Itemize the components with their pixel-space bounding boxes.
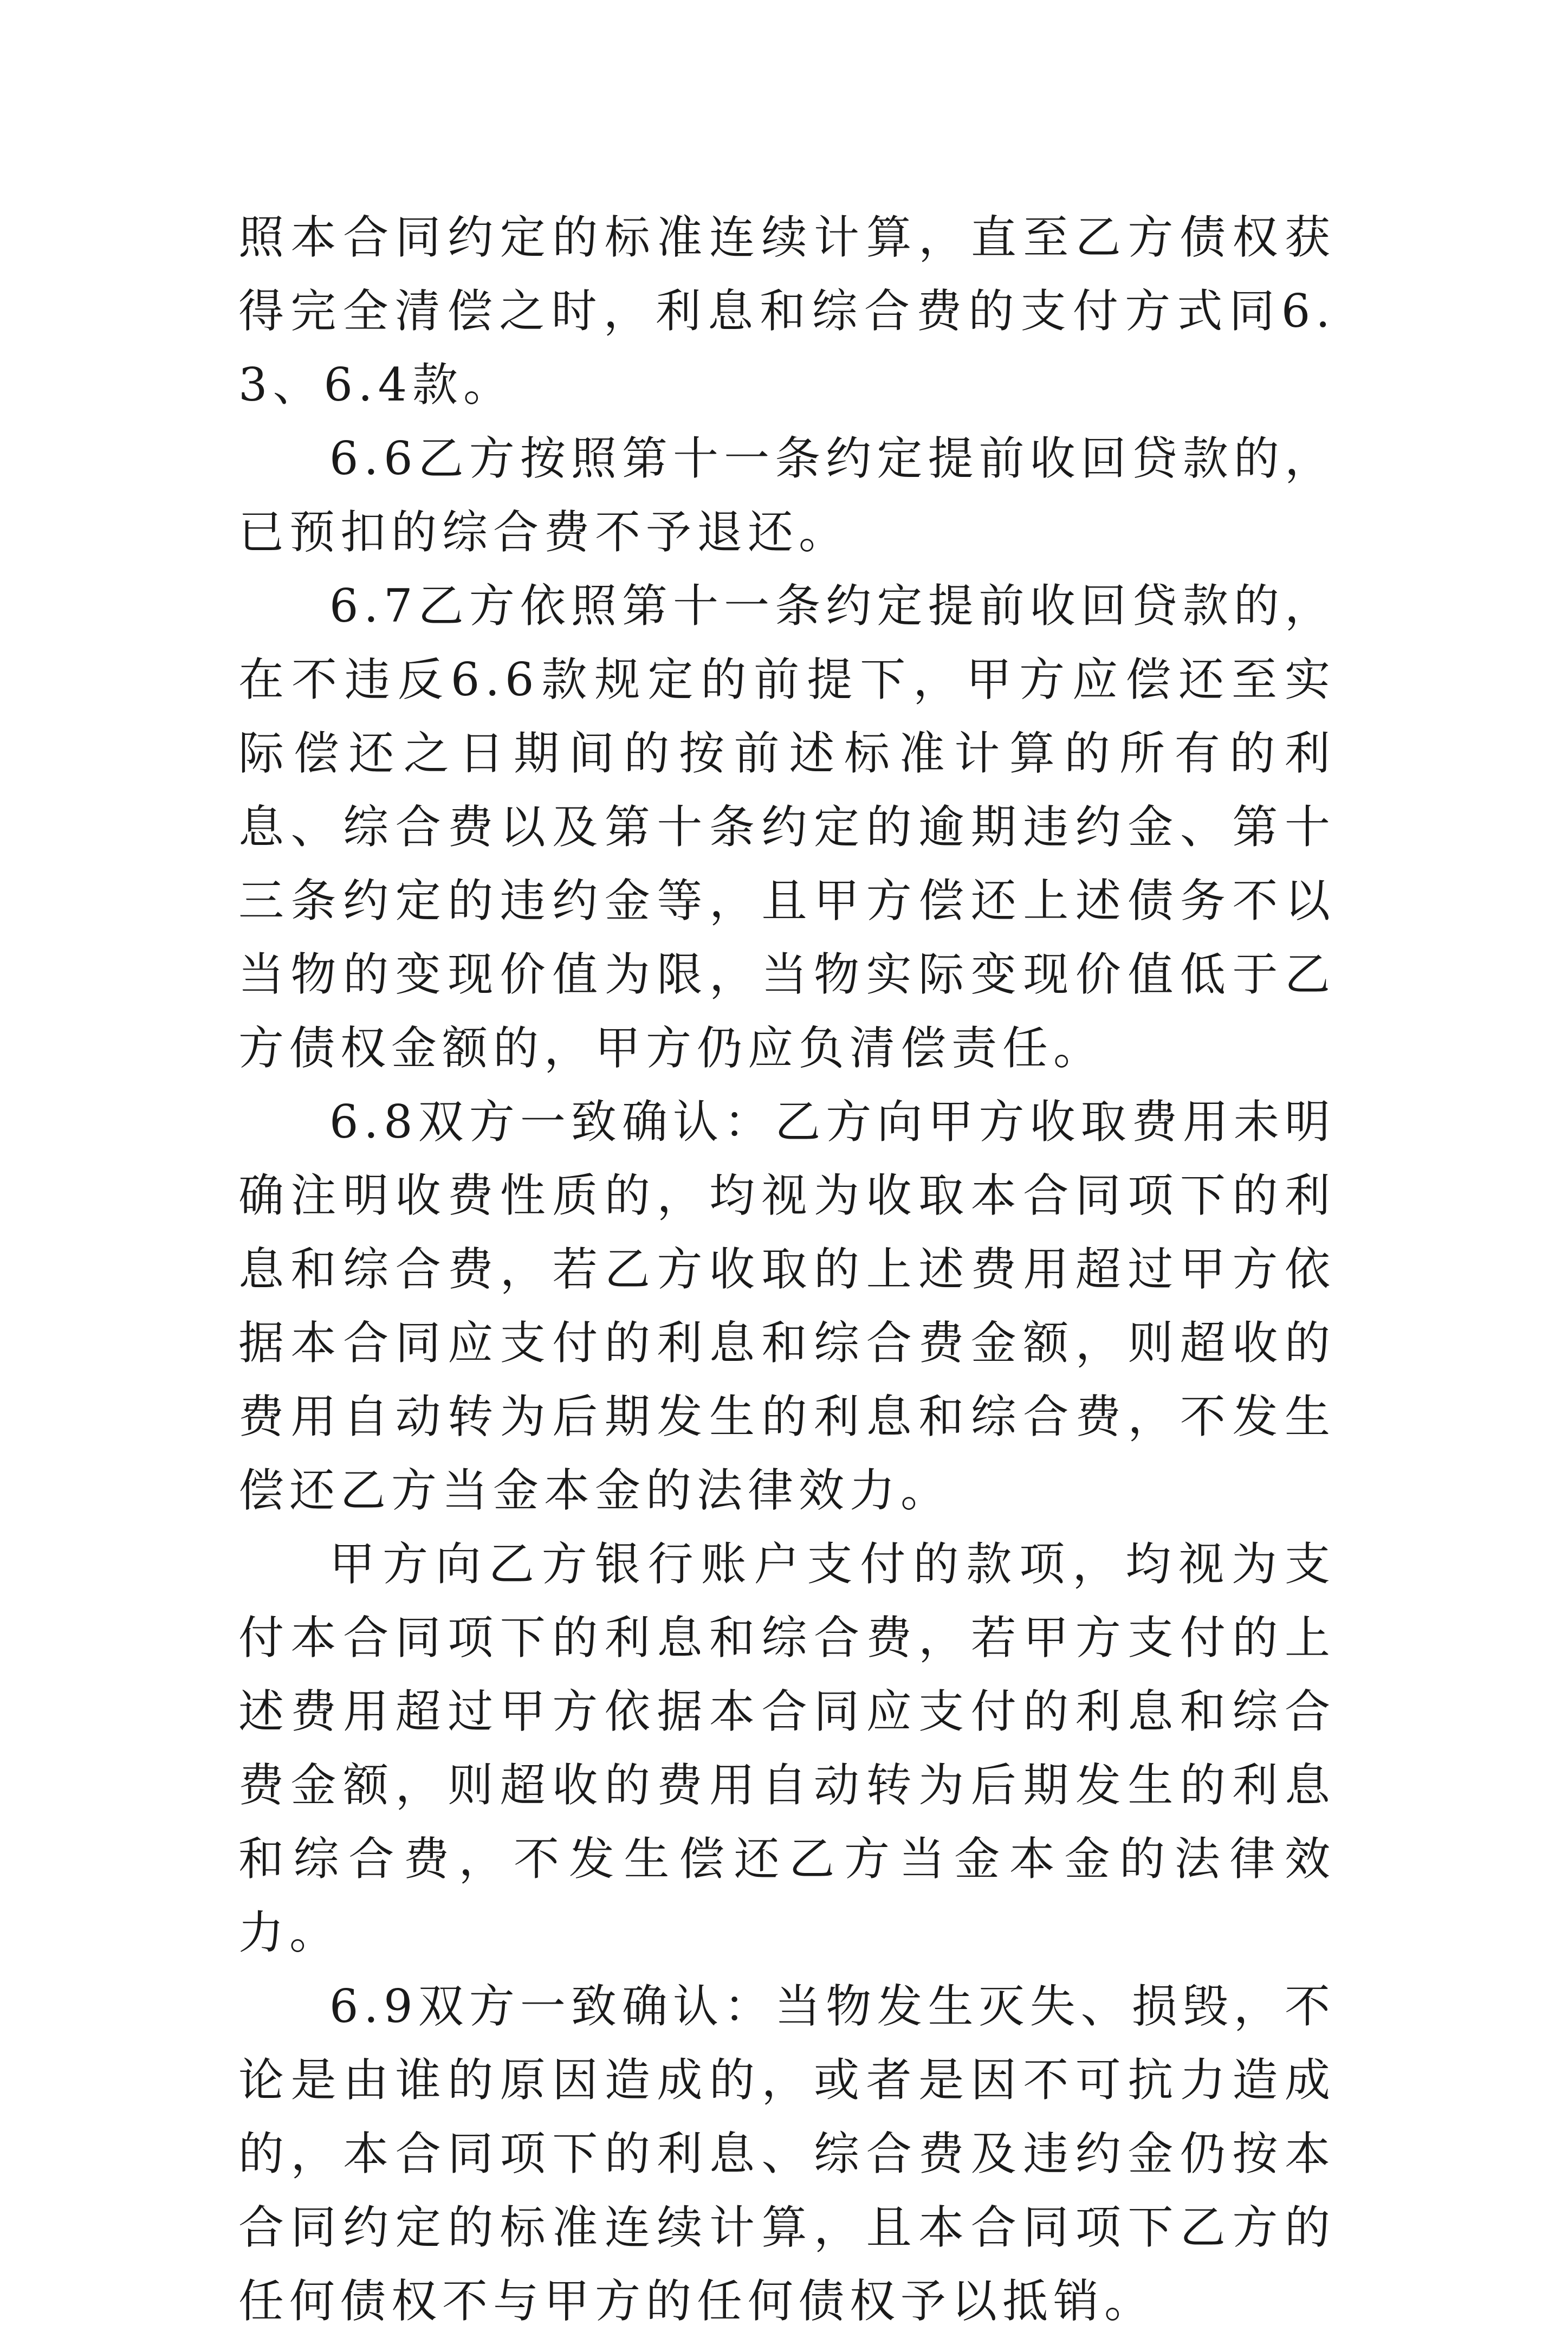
paragraph-clause-6-8: 6.8双方一致确认：乙方向甲方收取费用未明确注明收费性质的，均视为收取本合同项下的利息和综合费，若乙方收取的上述费用超过甲方依据本合同应支付的利息和综合费金额，则超收的费用自动转为后期发生的利息和综合费，不发生偿还乙方当金本金的法律效力。 — [238, 1095, 1336, 1517]
paragraph-continuation: 照本合同约定的标准连续计算，直至乙方债权获得完全清偿之时，利息和综合费的支付方式同6.3、6.4款。 — [238, 211, 1336, 411]
document-body — [238, 201, 1336, 2338]
paragraph-clause-6-9: 6.9双方一致确认：当物发生灭失、损毁，不论是由谁的原因造成的，或者是因不可抗力造成的，本合同项下的利息、综合费及违约金仍按本合同约定的标准连续计算，且本合同项下乙方的任何债权不与甲方的任何债权予以抵销。 — [238, 1980, 1336, 2328]
paragraph-clause-6-8-continued: 甲方向乙方银行账户支付的款项，均视为支付本合同项下的利息和综合费，若甲方支付的上述费用超过甲方依据本合同应支付的利息和综合费金额，则超收的费用自动转为后期发生的利息和综合费，不发生偿还乙方当金本金的法律效力。 — [238, 1538, 1336, 1959]
paragraph-clause-6-7: 6.7乙方依照第十一条约定提前收回贷款的，在不违反6.6款规定的前提下，甲方应偿还至实际偿还之日期间的按前述标准计算的所有的利息、综合费以及第十条约定的逾期违约金、第十三条约定的违约金等，且甲方偿还上述债务不以当物的变现价值为限，当物实际变现价值低于乙方债权金额的，甲方仍应负清偿责任。 — [238, 579, 1336, 1075]
paragraph-clause-6-6: 6.6乙方按照第十一条约定提前收回贷款的，已预扣的综合费不予退还。 — [238, 432, 1336, 559]
